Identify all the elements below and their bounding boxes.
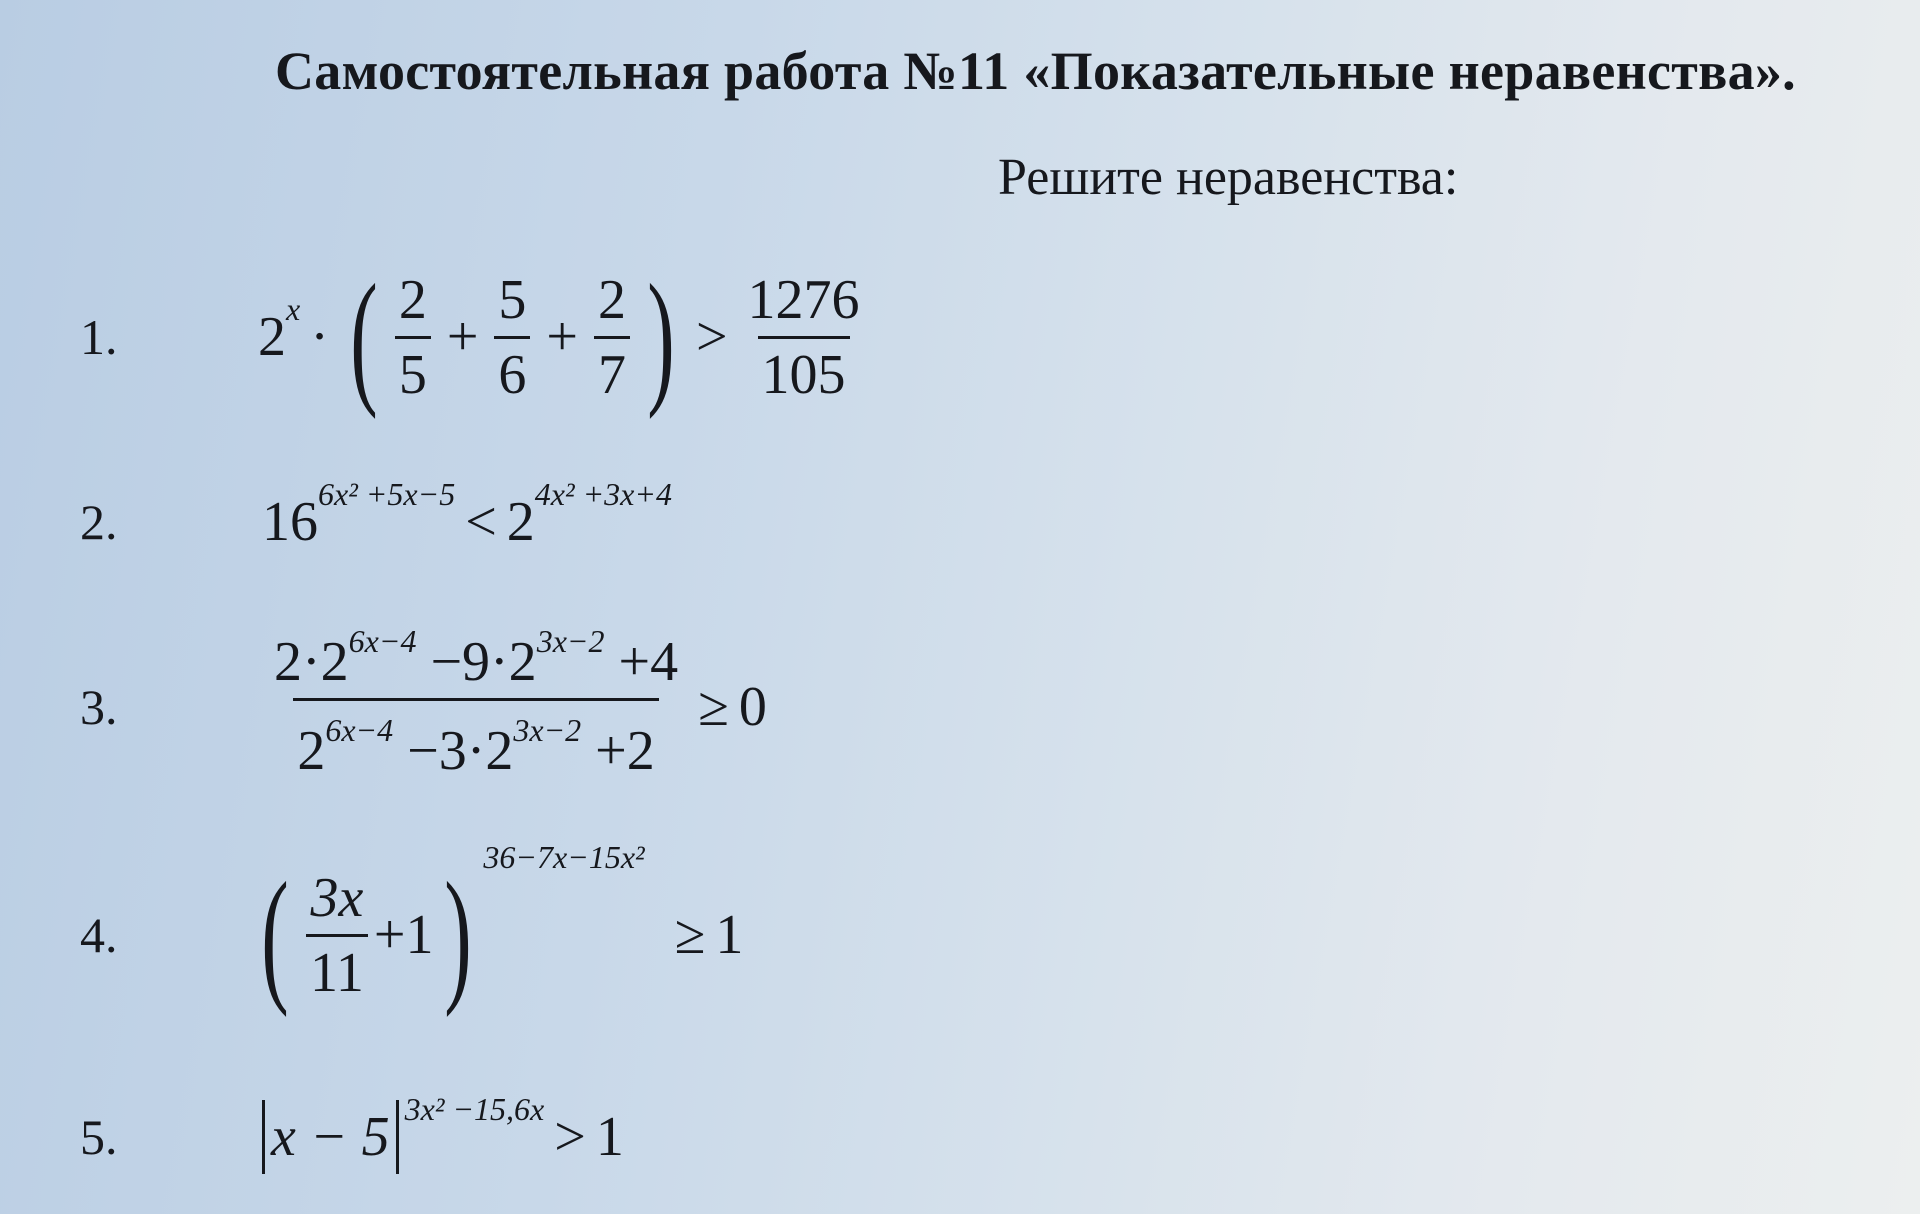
right-hand-side: 0 [738,675,767,738]
power-base: 2 [506,491,535,553]
left-paren: ( [350,254,378,420]
denominator: 7 [594,336,630,407]
power-exponent: 4x² +3x+4 [534,475,672,512]
exponent: 3x−2 [536,623,605,659]
right-hand-side: 1 [715,904,744,966]
numerator: 2 [398,268,427,331]
term: 2 [297,720,326,782]
numerator: 2 [598,268,626,331]
power-exponent: x [286,290,301,327]
page-title: Самостоятельная работа №11 «Показательные неравенства». [275,41,1796,101]
problem-number: 5. [80,1109,118,1165]
fraction [270,623,682,783]
plus-operator: + [546,306,578,368]
denominator: 5 [395,336,431,407]
plus-operator: + [446,306,479,368]
problem-number: 4. [80,907,118,963]
left-paren: ( [261,852,289,1018]
fraction [306,866,368,1005]
problem-4 [80,838,744,1018]
relation-operator: > [554,1106,586,1168]
denominator: 6 [494,336,530,407]
problem-5 [80,1090,624,1174]
numerator: 1276 [747,268,860,331]
power-base: 2 [258,306,286,368]
denominator: 11 [306,934,368,1005]
problem-1 [80,254,870,420]
denominator [293,698,658,783]
term: +4 [618,631,679,693]
numerator: 5 [498,268,527,331]
power-exponent: 36−7x−15x² [483,838,645,875]
abs-inner: x − 5 [271,1106,390,1168]
term: 2·2 [274,631,349,693]
exponent: 6x−4 [325,712,394,748]
term: −9·2 [430,631,537,693]
right-hand-side: 1 [595,1106,624,1168]
power-exponent: 6x² +5x−5 [318,475,456,512]
problem-number: 2. [80,494,118,550]
numerator: 3x [310,866,364,929]
denominator: 105 [758,336,850,407]
relation-operator: ≥ [674,904,706,966]
right-paren: ) [444,852,473,1018]
term: +2 [595,720,655,782]
fraction [395,268,431,407]
abs-bar-left [262,1100,265,1174]
right-paren: ) [647,254,675,420]
fraction [494,268,530,407]
instruction-text: Решите неравенства: [998,149,1459,206]
numerator [270,623,682,698]
term: −3·2 [407,720,514,782]
fraction [744,268,864,407]
problem-3 [80,623,767,783]
power-exponent: 3x² −15,6x [404,1090,545,1127]
fraction [594,268,630,407]
exponent: 3x−2 [513,712,582,748]
power-base: 16 [262,491,318,553]
problem-number: 1. [80,309,118,365]
problem-2 [80,475,672,554]
abs-bar-right [396,1100,399,1174]
problem-number: 3. [80,678,118,735]
relation-operator: > [695,306,728,368]
relation-operator: ≥ [698,675,729,738]
exponent: 6x−4 [348,623,417,659]
dot-operator: · [310,306,329,368]
plus-term: +1 [373,904,434,966]
relation-operator: < [465,491,497,553]
